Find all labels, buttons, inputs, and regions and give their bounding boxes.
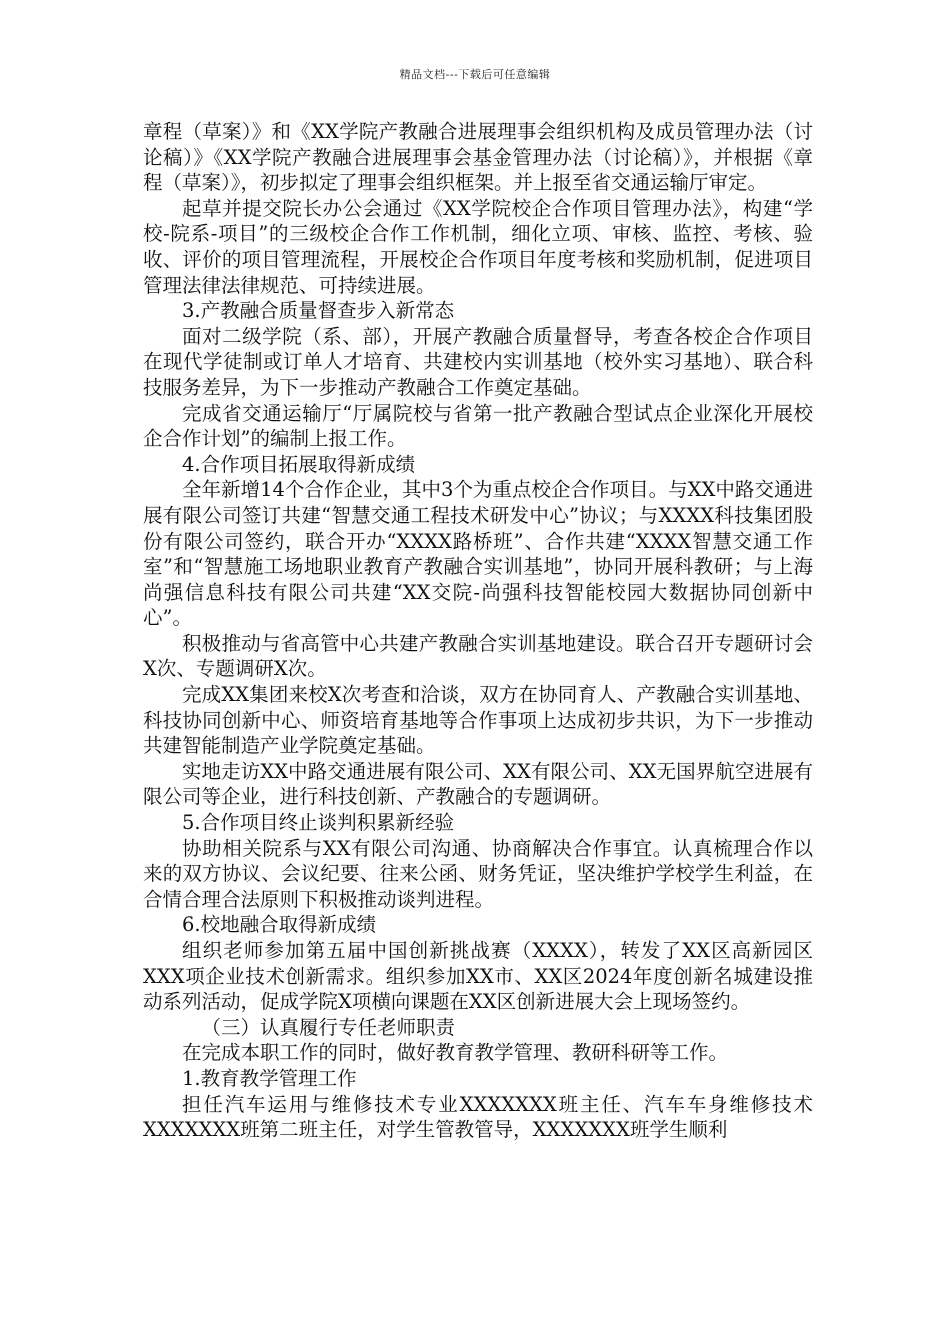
paragraph: 组织老师参加第五届中国创新挑战赛（XXXX），转发了XX区高新园区XXX项企业技术创新需求。组织参加XX市、XX区2024年度创新名城建设推动系列活动，促成学院X项横向课题在XX区创新进展大会上现场签约。 xyxy=(143,939,813,1014)
paragraph: 章程（草案）》和《XX学院产教融合进展理事会组织机构及成员管理办法（讨论稿）》《XX学院产教融合进展理事会基金管理办法（讨论稿）》，并根据《章程（草案）》，初步拟定了理事会组织框架。并上报至省交通运输厅审定。 xyxy=(143,120,813,195)
section-heading: 1.教育教学管理工作 xyxy=(182,1066,357,1090)
section-heading: （三）认真履行专任老师职责 xyxy=(201,1015,456,1039)
paragraph: 积极推动与省高管中心共建产教融合实训基地建设。联合召开专题研讨会X次、专题调研X次。 xyxy=(143,631,813,681)
section-heading: 5.合作项目终止谈判积累新经验 xyxy=(182,811,455,835)
section-heading: 6.校地融合取得新成绩 xyxy=(182,913,377,937)
paragraph: 全年新增14个合作企业，其中3个为重点校企合作项目。与XX中路交通进展有限公司签订共建“智慧交通工程技术研发中心”协议；与XXXX科技集团股份有限公司签约，联合开办“XXXX路桥班”、合作共建“XXXX智慧交通工作室”和“智慧施工场地职业教育产教融合实训基地”，协同开展科教研；与上海尚强信息科技有限公司共建“XX交院-尚强科技智能校园大数据协同创新中心”。 xyxy=(143,478,813,630)
section-heading: 3.产教融合质量督查步入新常态 xyxy=(182,299,455,323)
paragraph: 完成省交通运输厅“厅属院校与省第一批产教融合型试点企业深化开展校企合作计划”的编制上报工作。 xyxy=(143,401,813,451)
paragraph: 实地走访XX中路交通进展有限公司、XX有限公司、XX无国界航空进展有限公司等企业，进行科技创新、产教融合的专题调研。 xyxy=(143,759,813,809)
paragraph: 完成XX集团来校X次考查和洽谈，双方在协同育人、产教融合实训基地、科技协同创新中心、师资培育基地等合作事项上达成初步共识，为下一步推动共建智能制造产业学院奠定基础。 xyxy=(143,683,813,758)
paragraph: 在完成本职工作的同时，做好教育教学管理、教研科研等工作。 xyxy=(182,1041,729,1065)
paragraph: 面对二级学院（系、部），开展产教融合质量督导，考查各校企合作项目在现代学徒制或订单人才培育、共建校内实训基地（校外实习基地）、联合科技服务差异，为下一步推动产教融合工作奠定基础。 xyxy=(143,324,813,399)
paragraph: 起草并提交院长办公会通过《XX学院校企合作项目管理办法》，构建“学校-院系-项目”的三级校企合作工作机制，细化立项、审核、监控、考核、验收、评价的项目管理流程，开展校企合作项目年度考核和奖励机制，促进项目管理法律法律规范、可持续进展。 xyxy=(143,196,813,297)
paragraph: 协助相关院系与XX有限公司沟通、协商解决合作事宜。认真梳理合作以来的双方协议、会议纪要、往来公函、财务凭证，坚决维护学校学生利益，在合情合理合法原则下积极推动谈判进程。 xyxy=(143,836,813,911)
page-header: 精品文档---下载后可任意编辑 xyxy=(399,68,551,81)
document-body xyxy=(143,119,813,1143)
paragraph: 担任汽车运用与维修技术专业XXXXXXX班主任、汽车车身维修技术XXXXXXX班第二班主任，对学生管教管导，XXXXXXX班学生顺利 xyxy=(143,1092,813,1142)
section-heading: 4.合作项目拓展取得新成绩 xyxy=(182,452,416,476)
